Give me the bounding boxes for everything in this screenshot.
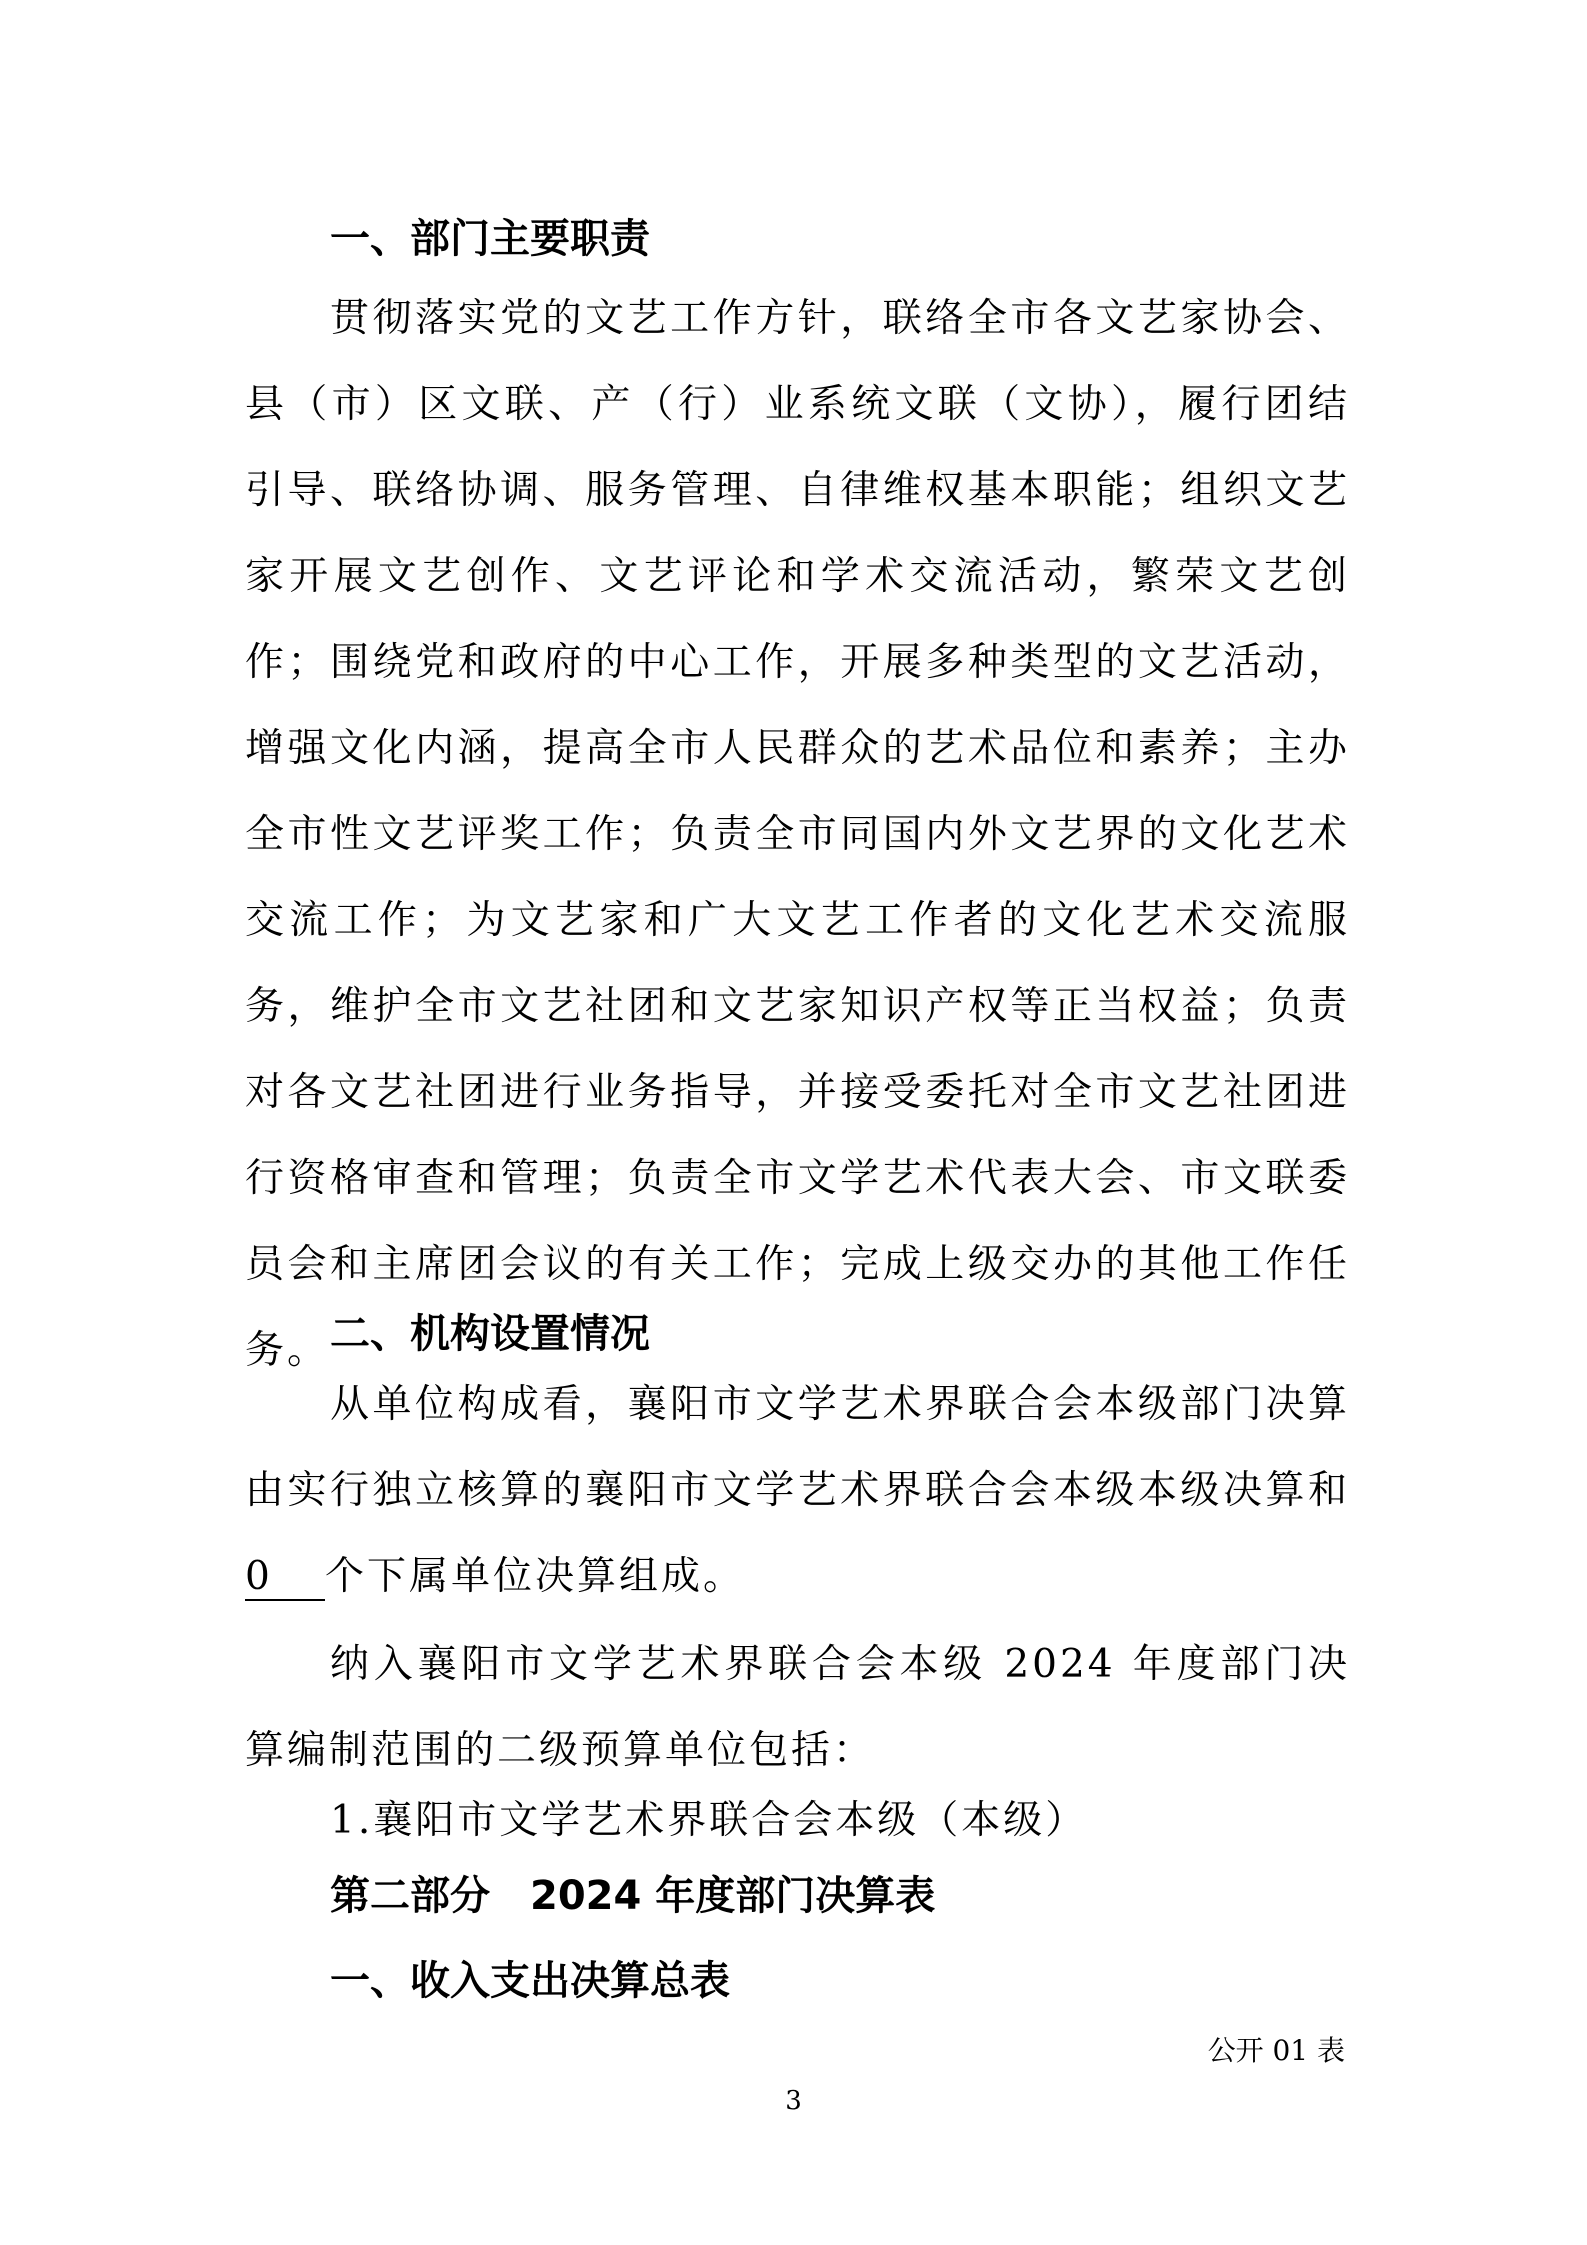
organization-text-b: 个下属单位决算组成。	[325, 1554, 746, 1599]
budget-scope-paragraph: 纳入襄阳市文学艺术界联合会本级 2024 年度部门决算编制范围的二级预算单位包括：	[245, 1642, 1350, 1773]
subordinate-unit-count: 0	[245, 1555, 325, 1601]
section-heading-duties: 一、部门主要职责	[330, 216, 650, 262]
section-heading-organization: 二、机构设置情况	[330, 1311, 650, 1357]
organization-paragraph	[245, 1362, 1350, 1620]
unit-list-item: 1.襄阳市文学艺术界联合会本级（本级）	[330, 1798, 1088, 1843]
page-number: 3	[785, 2086, 802, 2116]
duties-paragraph: 贯彻落实党的文艺工作方针，联络全市各文艺家协会、县（市）区文联、产（行）业系统文联（文协），履行团结引导、联络协调、服务管理、自律维权基本职能；组织文艺家开展文艺创作、文艺评论和学术交流活动，繁荣文艺创作；围绕党和政府的中心工作，开展多种类型的文艺活动，增强文化内涵，提高全市人民群众的艺术品位和素养；主办全市性文艺评奖工作；负责全市同国内外文艺界的文化艺术交流工作；为文艺家和广大文艺工作者的文化艺术交流服务，维护全市文艺社团和文艺家知识产权等正当权益；负责对各文艺社团进行业务指导，并接受委托对全市文艺社团进行资格审查和管理；负责全市文学艺术代表大会、市文联委员会和主席团会议的有关工作；完成上级交办的其他工作任务。	[245, 296, 1350, 1373]
table-code-label: 公开 01 表	[1207, 2034, 1345, 2067]
organization-text-a: 从单位构成看，襄阳市文学艺术界联合会本级部门决算由实行独立核算的襄阳市文学艺术界联合会本级本级决算和	[245, 1382, 1350, 1513]
table-one-heading: 一、收入支出决算总表	[330, 1958, 730, 2004]
part-two-heading: 第二部分 2024 年度部门决算表	[330, 1873, 936, 1919]
